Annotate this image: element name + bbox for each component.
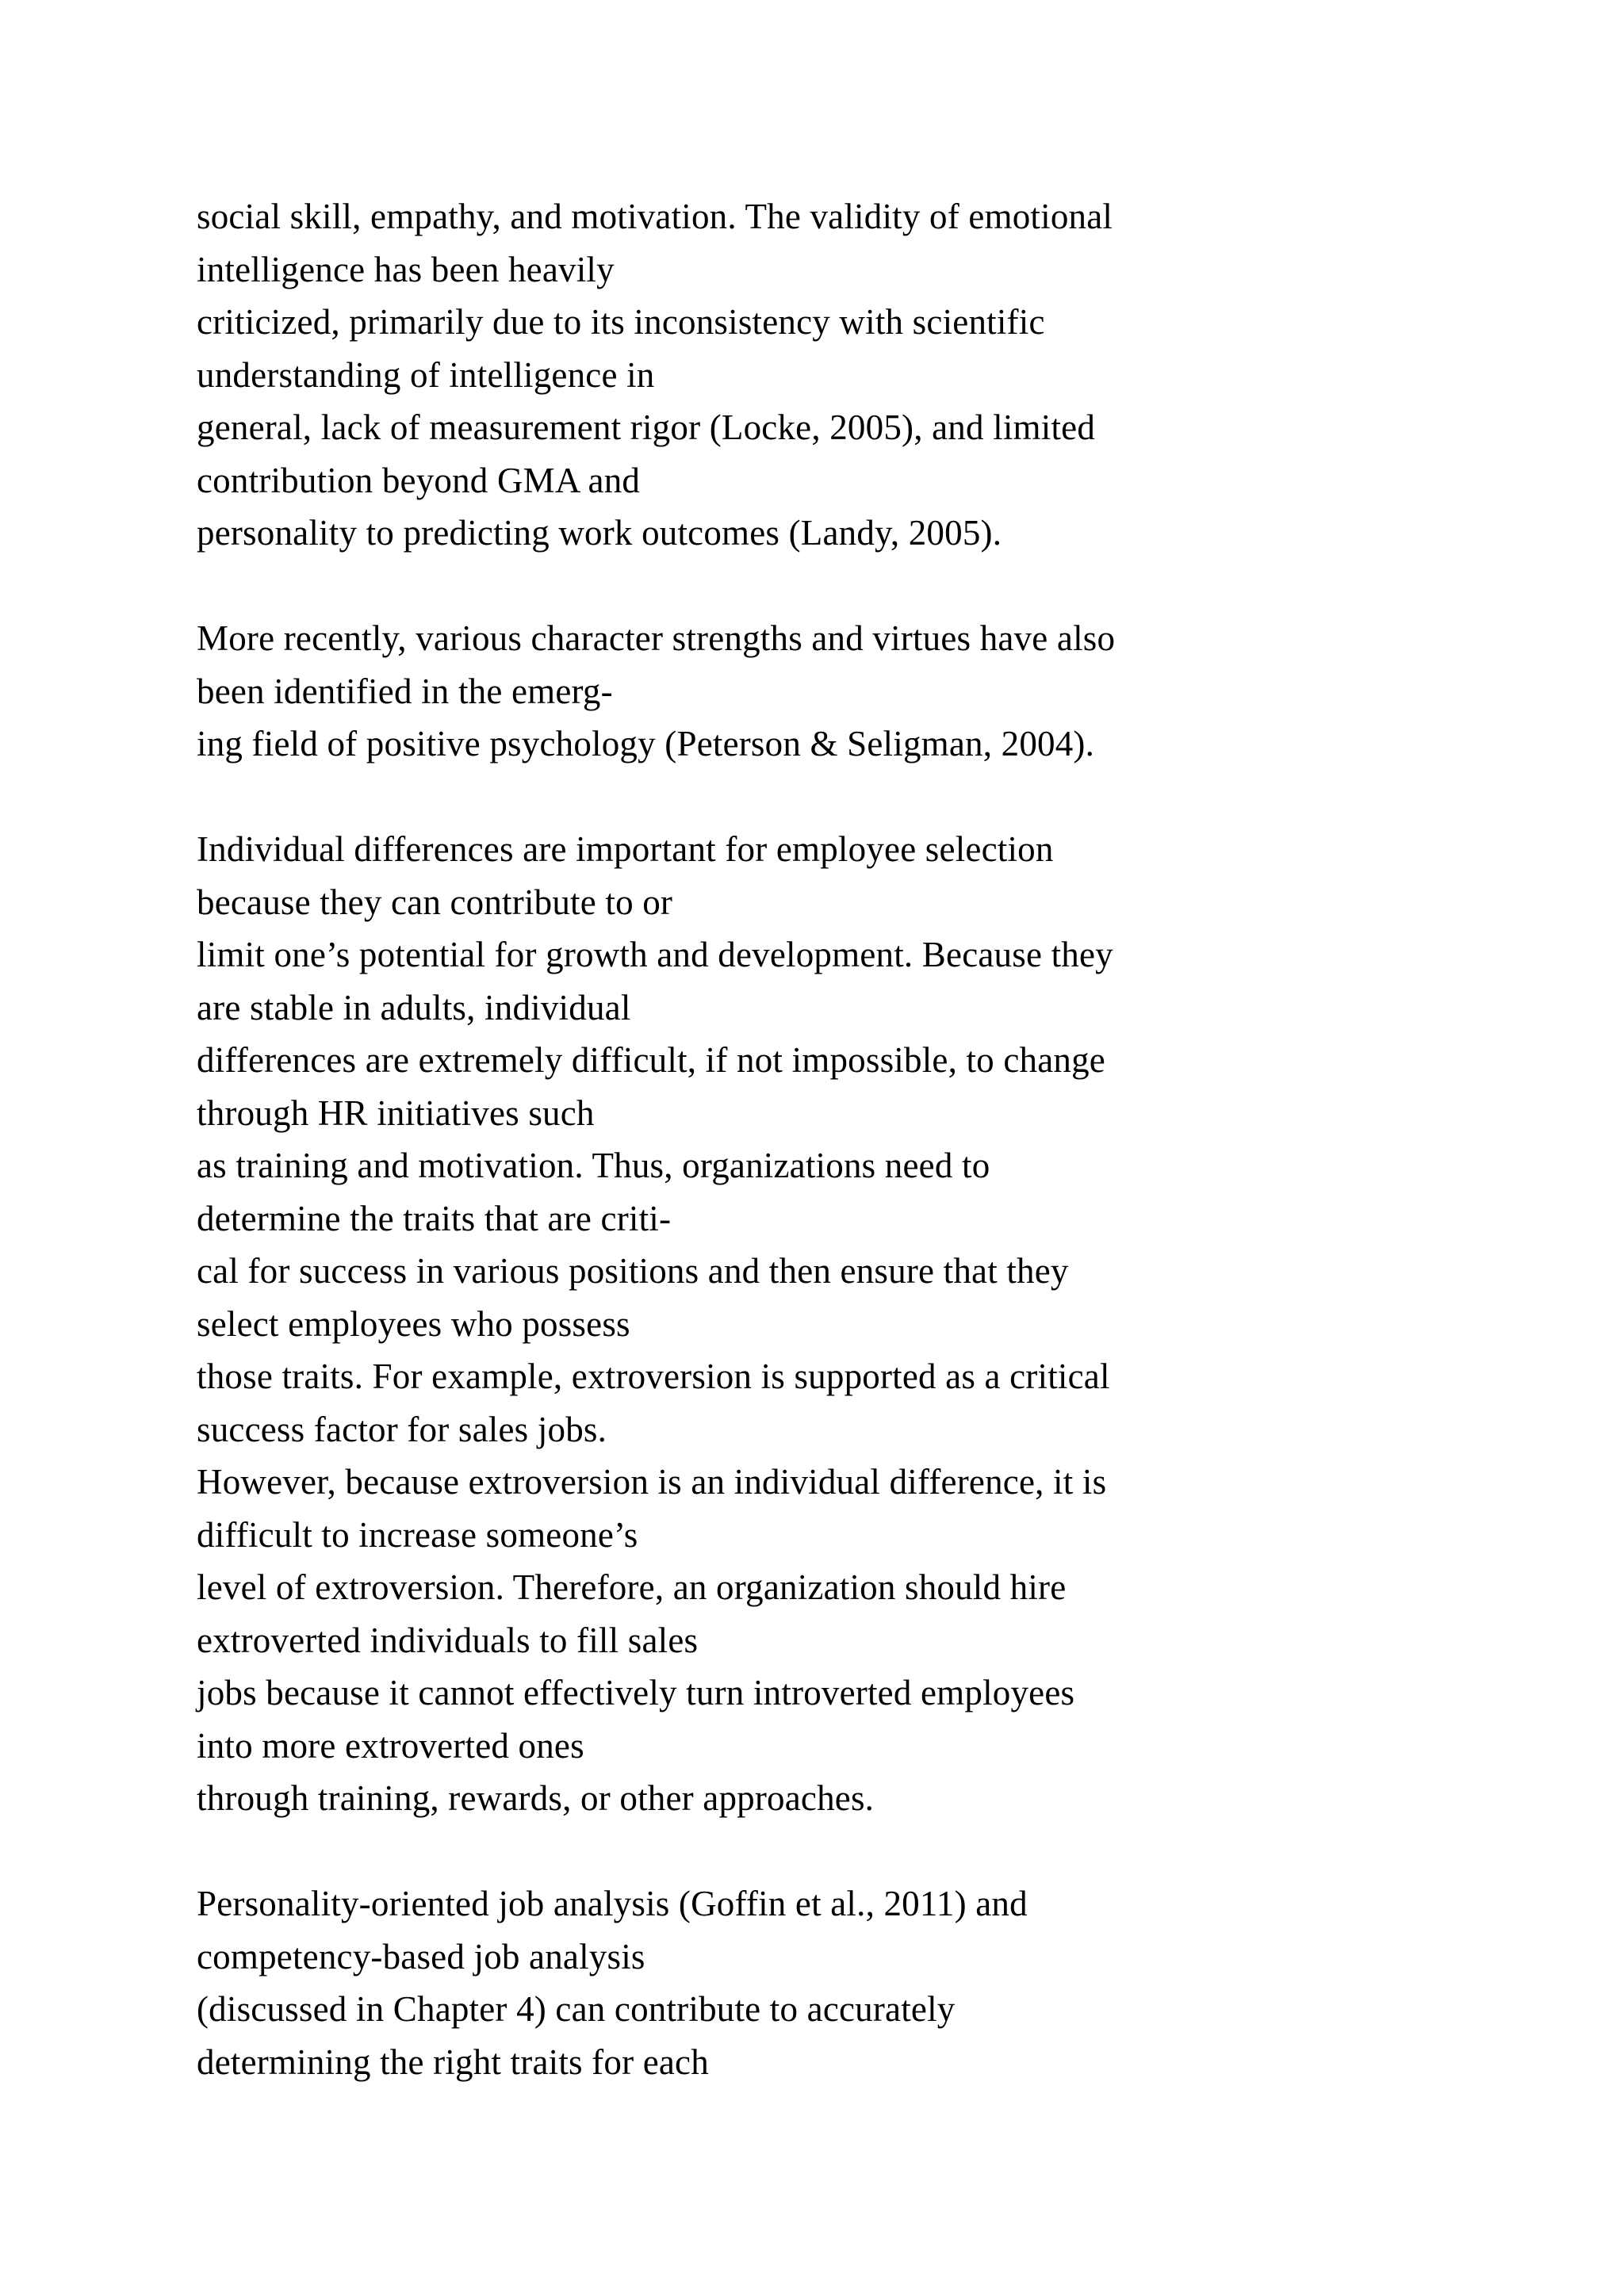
text-line: Individual differences are important for employee selection [197, 829, 1054, 869]
text-line: contribution beyond GMA and [197, 460, 641, 500]
text-line: select employees who possess [197, 1303, 630, 1344]
text-line: Personality-oriented job analysis (Goffin et al., 2011) and [197, 1884, 1028, 1923]
text-line: general, lack of measurement rigor (Locke, 2005), and limited [197, 408, 1096, 447]
paragraph [197, 190, 1561, 560]
text-line: determining the right traits for each [197, 2042, 709, 2082]
text-line: competency-based job analysis [197, 1936, 645, 1976]
text-line: However, because extroversion is an individual difference, it is [197, 1462, 1107, 1502]
text-line: extroverted individuals to fill sales [197, 1620, 699, 1660]
text-line: (discussed in Chapter 4) can contribute to accurately [197, 1989, 956, 2029]
text-line: been identified in the emerg- [197, 671, 613, 711]
text-line: determine the traits that are criti- [197, 1198, 672, 1238]
text-line: social skill, empathy, and motivation. The validity of emotional [197, 197, 1113, 236]
text-line: criticized, primarily due to its inconsistency with scientific [197, 302, 1045, 342]
text-line: jobs because it cannot effectively turn introverted employees [197, 1673, 1075, 1712]
text-line: limit one’s potential for growth and development. Because they [197, 935, 1113, 974]
paragraph [197, 612, 1561, 771]
text-line: understanding of intelligence in [197, 354, 655, 395]
text-line: personality to predicting work outcomes (Landy, 2005). [197, 513, 1002, 553]
paragraph [197, 823, 1561, 1825]
text-line: level of extroversion. Therefore, an organization should hire [197, 1567, 1067, 1607]
text-line: are stable in adults, individual [197, 987, 631, 1027]
text-line: difficult to increase someone’s [197, 1514, 638, 1555]
text-line: through training, rewards, or other approaches. [197, 1778, 875, 1818]
paragraph [197, 1877, 1561, 2088]
text-line: ing field of positive psychology (Peterson & Seligman, 2004). [197, 724, 1095, 763]
text-line: More recently, various character strengths and virtues have also [197, 618, 1116, 658]
text-line: intelligence has been heavily [197, 249, 615, 289]
text-line: because they can contribute to or [197, 882, 673, 922]
text-line: differences are extremely difficult, if not impossible, to change [197, 1040, 1105, 1080]
body-text [197, 190, 1561, 2088]
text-line: those traits. For example, extroversion is supported as a critical [197, 1357, 1110, 1396]
text-line: as training and motivation. Thus, organizations need to [197, 1146, 990, 1185]
text-line: into more extroverted ones [197, 1725, 584, 1766]
text-line: success factor for sales jobs. [197, 1409, 607, 1449]
text-line: through HR initiatives such [197, 1093, 595, 1133]
text-line: cal for success in various positions and then ensure that they [197, 1251, 1069, 1291]
